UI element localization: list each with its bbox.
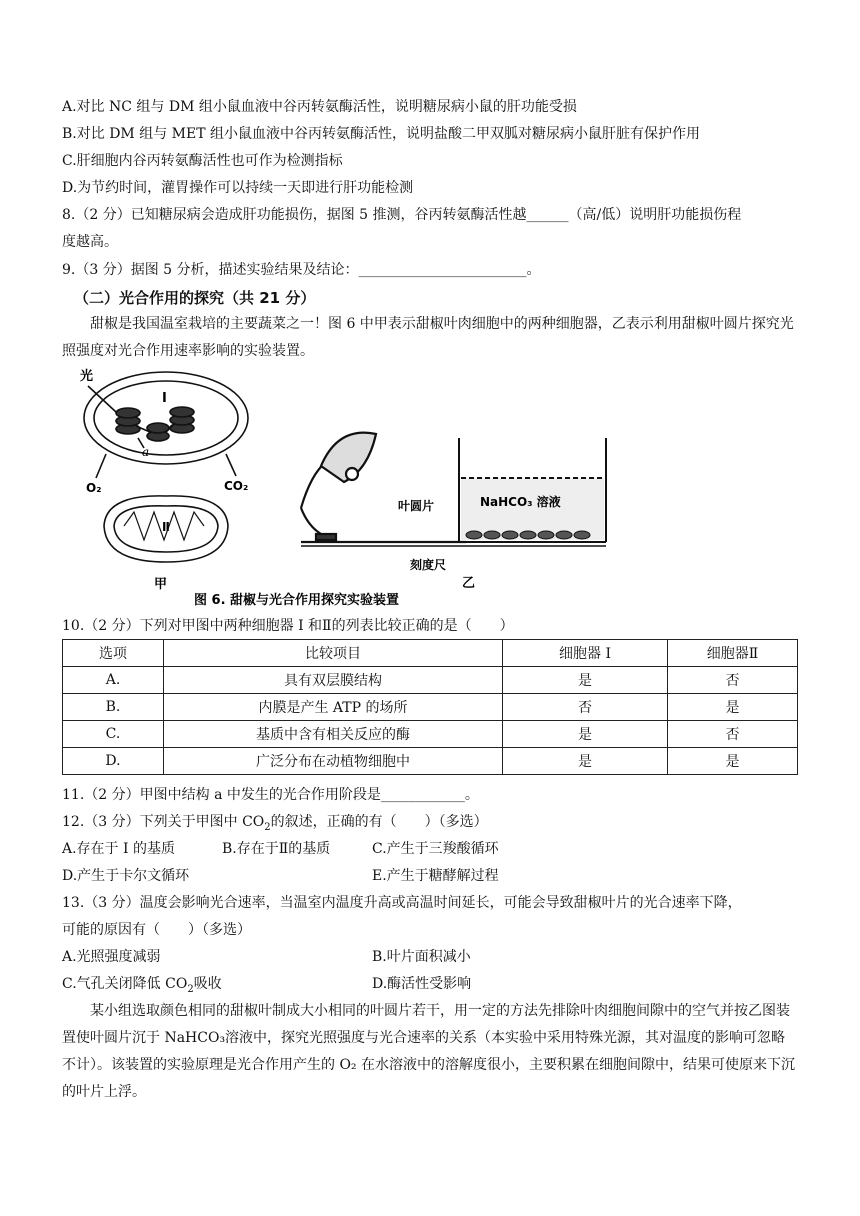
table-row	[63, 667, 798, 694]
table-cell: 基质中含有相关反应的酶	[164, 721, 503, 748]
q8-line1: 8.（2 分）已知糖尿病会造成肝功能损伤，据图 5 推测，谷丙转氨酶活性越______（高/低）说明肝功能损伤程	[62, 207, 742, 223]
q12-option-d: D.产生于卡尔文循环	[62, 868, 190, 884]
q13-option-c-pre: C.气孔关闭降低 CO	[62, 976, 188, 992]
label-ruler: 刻度尺	[410, 558, 447, 572]
table-cell: 是	[503, 667, 668, 694]
q12-stem	[62, 812, 488, 832]
q10-stem: 10.（2 分）下列对甲图中两种细胞器 I 和Ⅱ的列表比较正确的是（ ）	[62, 618, 514, 634]
q12-stem-sub: 2	[264, 821, 271, 833]
q13-option-d: D.酶活性受影响	[372, 976, 472, 992]
table-header: 比较项目	[164, 640, 503, 667]
table-header: 选项	[63, 640, 164, 667]
label-organelle-I: I	[162, 391, 167, 406]
closing-paragraph: 某小组选取颜色相同的甜椒叶制成大小相同的叶圆片若干，用一定的方法先排除叶肉细胞间隙中的空气并按乙图装置使叶圆片沉于 NaHCO₃溶液中，探究光照强度与光合速率的关系（本实验中采用特殊光源，其对温度的影响可忽略不计）。该装置的实验原理是光合作用产生的 O₂ 在水溶液中的溶解度很小，主要积累在细胞间隙中，结果可使原来下沉的叶片上浮。	[62, 1003, 795, 1100]
q12-options-row1	[62, 839, 499, 859]
q12-option-e: E.产生于糖酵解过程	[372, 868, 499, 884]
label-O2: O₂	[86, 481, 102, 495]
q9-question: 9.（3 分）据图 5 分析，描述实验结果及结论：________________________。	[62, 262, 541, 278]
q13-option-b: B.叶片面积减小	[372, 949, 471, 965]
q13-options-row1	[62, 947, 471, 967]
figure-6	[76, 366, 616, 612]
q13-options-row2	[62, 974, 471, 994]
label-jia: 甲	[154, 577, 168, 592]
label-light: 光	[80, 369, 94, 384]
table-cell: 是	[503, 721, 668, 748]
label-yi: 乙	[462, 576, 476, 591]
label-CO2: CO₂	[224, 479, 249, 493]
table-row	[63, 721, 798, 748]
section-heading: （二）光合作用的探究（共 21 分）	[74, 289, 316, 307]
q13-option-c-post: 吸收	[193, 976, 222, 992]
table-cell: 广泛分布在动植物细胞中	[164, 748, 503, 775]
comparison-table	[62, 639, 798, 775]
q13-option-c-sub: 2	[187, 983, 194, 995]
label-organelle-II: Ⅱ	[162, 520, 170, 534]
table-cell: B.	[63, 694, 164, 721]
table-cell: A.	[63, 667, 164, 694]
q12-options-row2	[62, 866, 499, 886]
q7-option-c: C.肝细胞内谷丙转氨酶活性也可作为检测指标	[62, 153, 343, 169]
q13-stem-line1: 13.（3 分）温度会影响光合速率，当温室内温度升高或高温时间延长，可能会导致甜椒叶片的光合速率下降，	[62, 895, 742, 911]
table-cell: 具有双层膜结构	[164, 667, 503, 694]
table-header: 细胞器Ⅱ	[668, 640, 798, 667]
table-cell: 内膜是产生 ATP 的场所	[164, 694, 503, 721]
table-cell: 否	[668, 721, 798, 748]
q13-stem-line2: 可能的原因有（ ）（多选）	[62, 922, 251, 938]
q12-option-a: A.存在于 I 的基质	[62, 841, 175, 857]
table-cell: 是	[503, 748, 668, 775]
table-header-row	[63, 640, 798, 667]
q7-option-b: B.对比 DM 组与 MET 组小鼠血液中谷丙转氨酶活性，说明盐酸二甲双胍对糖尿病小鼠肝脏有保护作用	[62, 126, 700, 142]
q7-option-d: D.为节约时间，灌胃操作可以持续一天即进行肝功能检测	[62, 180, 414, 196]
q12-stem-post: 的叙述，正确的有（ ）（多选）	[270, 814, 488, 830]
q7-option-a: A.对比 NC 组与 DM 组小鼠血液中谷丙转氨酶活性，说明糖尿病小鼠的肝功能受损	[62, 99, 577, 115]
q8-line2: 度越高。	[62, 234, 118, 250]
q13-option-a: A.光照强度减弱	[62, 949, 161, 965]
label-a: a	[142, 445, 150, 459]
q13-option-c	[62, 974, 372, 994]
label-solution: NaHCO₃ 溶液	[480, 495, 561, 509]
table-header: 细胞器 I	[503, 640, 668, 667]
q12-stem-pre: 12.（3 分）下列关于甲图中 CO	[62, 814, 265, 830]
table-cell: 是	[668, 748, 798, 775]
q12-option-b: B.存在于Ⅱ的基质	[222, 841, 331, 857]
table-cell: D.	[63, 748, 164, 775]
q11-question: 11.（2 分）甲图中结构 a 中发生的光合作用阶段是____________。	[62, 787, 479, 803]
table-cell: C.	[63, 721, 164, 748]
section-intro: 甜椒是我国温室栽培的主要蔬菜之一！图 6 中甲表示甜椒叶肉细胞中的两种细胞器，乙表示利用甜椒叶圆片探究光照强度对光合作用速率影响的实验装置。	[62, 316, 794, 359]
table-cell: 是	[668, 694, 798, 721]
table-cell: 否	[503, 694, 668, 721]
table-row	[63, 694, 798, 721]
figure-caption: 图 6. 甜椒与光合作用探究实验装置	[194, 593, 400, 608]
q12-option-c: C.产生于三羧酸循环	[372, 841, 499, 857]
label-leaf-disc: 叶圆片	[398, 499, 435, 513]
table-row	[63, 748, 798, 775]
table-cell: 否	[668, 667, 798, 694]
